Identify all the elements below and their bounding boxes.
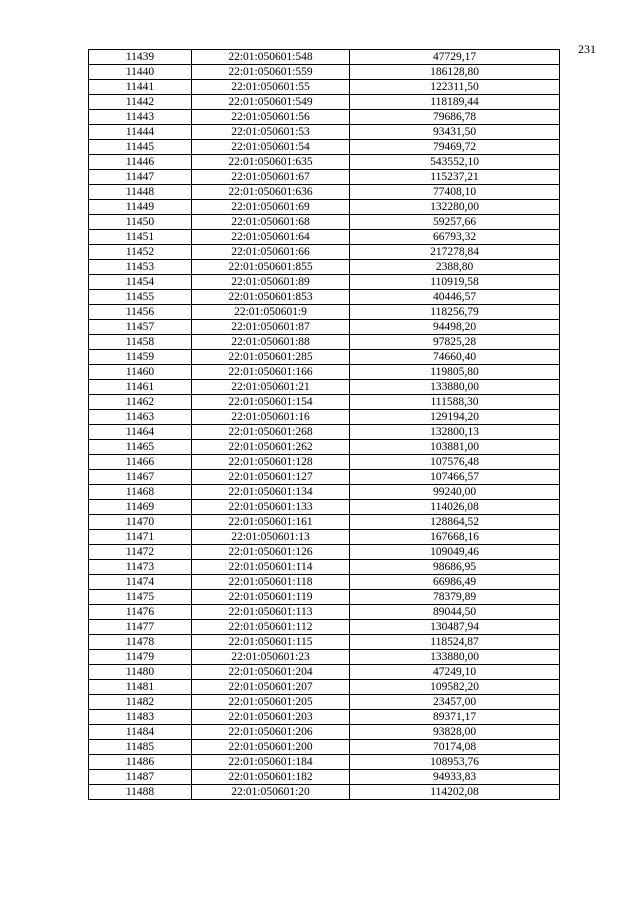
cadastral-number-cell: 22:01:050601:200	[192, 740, 350, 755]
table-row	[89, 590, 560, 605]
cadastral-number-cell: 22:01:050601:154	[192, 395, 350, 410]
cadastral-value-cell: 89044,50	[350, 605, 560, 620]
cadastral-value-cell: 110919,58	[350, 275, 560, 290]
cadastral-number-cell: 22:01:050601:68	[192, 215, 350, 230]
cadastral-value-cell: 186128,80	[350, 65, 560, 80]
cadastral-value-cell: 79469,72	[350, 140, 560, 155]
cadastral-number-cell: 22:01:050601:549	[192, 95, 350, 110]
table-row	[89, 785, 560, 800]
cadastral-number-cell: 22:01:050601:559	[192, 65, 350, 80]
table-row	[89, 710, 560, 725]
row-number-cell: 11469	[89, 500, 192, 515]
cadastral-value-cell: 130487,94	[350, 620, 560, 635]
table-row	[89, 695, 560, 710]
cadastral-value-cell: 99240,00	[350, 485, 560, 500]
cadastral-value-cell: 118524,87	[350, 635, 560, 650]
cadastral-number-cell: 22:01:050601:635	[192, 155, 350, 170]
cadastral-value-cell: 122311,50	[350, 80, 560, 95]
table-row	[89, 740, 560, 755]
cadastral-value-table	[88, 49, 560, 800]
cadastral-value-cell: 129194,20	[350, 410, 560, 425]
table-row	[89, 170, 560, 185]
cadastral-number-cell: 22:01:050601:127	[192, 470, 350, 485]
row-number-cell: 11475	[89, 590, 192, 605]
cadastral-value-cell: 217278,84	[350, 245, 560, 260]
table-row	[89, 650, 560, 665]
cadastral-value-cell: 167668,16	[350, 530, 560, 545]
cadastral-number-cell: 22:01:050601:21	[192, 380, 350, 395]
row-number-cell: 11470	[89, 515, 192, 530]
cadastral-value-cell: 94498,20	[350, 320, 560, 335]
cadastral-number-cell: 22:01:050601:548	[192, 50, 350, 65]
table-row	[89, 185, 560, 200]
cadastral-number-cell: 22:01:050601:134	[192, 485, 350, 500]
cadastral-number-cell: 22:01:050601:113	[192, 605, 350, 620]
cadastral-number-cell: 22:01:050601:114	[192, 560, 350, 575]
cadastral-number-cell: 22:01:050601:207	[192, 680, 350, 695]
table-row	[89, 620, 560, 635]
cadastral-value-cell: 93828,00	[350, 725, 560, 740]
cadastral-number-cell: 22:01:050601:133	[192, 500, 350, 515]
cadastral-value-cell: 118256,79	[350, 305, 560, 320]
row-number-cell: 11446	[89, 155, 192, 170]
table-row	[89, 545, 560, 560]
cadastral-value-cell: 114026,08	[350, 500, 560, 515]
table-row	[89, 290, 560, 305]
row-number-cell: 11459	[89, 350, 192, 365]
cadastral-value-cell: 77408,10	[350, 185, 560, 200]
table-row	[89, 470, 560, 485]
row-number-cell: 11474	[89, 575, 192, 590]
table-row	[89, 245, 560, 260]
row-number-cell: 11487	[89, 770, 192, 785]
row-number-cell: 11464	[89, 425, 192, 440]
row-number-cell: 11486	[89, 755, 192, 770]
row-number-cell: 11442	[89, 95, 192, 110]
table-row	[89, 320, 560, 335]
cadastral-number-cell: 22:01:050601:87	[192, 320, 350, 335]
table-row	[89, 230, 560, 245]
row-number-cell: 11481	[89, 680, 192, 695]
table-row	[89, 680, 560, 695]
cadastral-number-cell: 22:01:050601:204	[192, 665, 350, 680]
cadastral-value-cell: 94933,83	[350, 770, 560, 785]
row-number-cell: 11479	[89, 650, 192, 665]
cadastral-value-cell: 23457,00	[350, 695, 560, 710]
cadastral-value-cell: 79686,78	[350, 110, 560, 125]
cadastral-value-cell: 109582,20	[350, 680, 560, 695]
table-row	[89, 665, 560, 680]
cadastral-number-cell: 22:01:050601:206	[192, 725, 350, 740]
cadastral-value-cell: 107576,48	[350, 455, 560, 470]
table-row	[89, 560, 560, 575]
row-number-cell: 11458	[89, 335, 192, 350]
cadastral-value-cell: 128864,52	[350, 515, 560, 530]
row-number-cell: 11467	[89, 470, 192, 485]
row-number-cell: 11454	[89, 275, 192, 290]
row-number-cell: 11447	[89, 170, 192, 185]
row-number-cell: 11457	[89, 320, 192, 335]
table-row	[89, 275, 560, 290]
cadastral-number-cell: 22:01:050601:184	[192, 755, 350, 770]
table-row	[89, 410, 560, 425]
cadastral-value-cell: 93431,50	[350, 125, 560, 140]
cadastral-number-cell: 22:01:050601:205	[192, 695, 350, 710]
table-row	[89, 425, 560, 440]
cadastral-value-cell: 103881,00	[350, 440, 560, 455]
row-number-cell: 11455	[89, 290, 192, 305]
cadastral-value-cell: 78379,89	[350, 590, 560, 605]
table-row	[89, 95, 560, 110]
page-number: 231	[578, 42, 596, 56]
cadastral-value-cell: 40446,57	[350, 290, 560, 305]
table-row	[89, 335, 560, 350]
table-row	[89, 80, 560, 95]
cadastral-value-cell: 97825,28	[350, 335, 560, 350]
table-row	[89, 440, 560, 455]
cadastral-value-cell: 98686,95	[350, 560, 560, 575]
cadastral-number-cell: 22:01:050601:126	[192, 545, 350, 560]
row-number-cell: 11440	[89, 65, 192, 80]
cadastral-value-cell: 109049,46	[350, 545, 560, 560]
cadastral-value-cell: 47249,10	[350, 665, 560, 680]
cadastral-value-cell: 74660,40	[350, 350, 560, 365]
table-row	[89, 575, 560, 590]
table-body	[89, 50, 560, 800]
cadastral-number-cell: 22:01:050601:67	[192, 170, 350, 185]
row-number-cell: 11453	[89, 260, 192, 275]
row-number-cell: 11451	[89, 230, 192, 245]
row-number-cell: 11462	[89, 395, 192, 410]
table-row	[89, 305, 560, 320]
cadastral-number-cell: 22:01:050601:53	[192, 125, 350, 140]
cadastral-value-cell: 543552,10	[350, 155, 560, 170]
table-row	[89, 50, 560, 65]
cadastral-value-cell: 133880,00	[350, 650, 560, 665]
cadastral-value-cell: 66986,49	[350, 575, 560, 590]
cadastral-value-cell: 133880,00	[350, 380, 560, 395]
row-number-cell: 11452	[89, 245, 192, 260]
table-row	[89, 515, 560, 530]
cadastral-number-cell: 22:01:050601:161	[192, 515, 350, 530]
table-row	[89, 485, 560, 500]
cadastral-number-cell: 22:01:050601:182	[192, 770, 350, 785]
row-number-cell: 11485	[89, 740, 192, 755]
table-row	[89, 725, 560, 740]
cadastral-number-cell: 22:01:050601:23	[192, 650, 350, 665]
table-row	[89, 125, 560, 140]
cadastral-number-cell: 22:01:050601:262	[192, 440, 350, 455]
cadastral-value-cell: 132800,13	[350, 425, 560, 440]
table-row	[89, 110, 560, 125]
row-number-cell: 11473	[89, 560, 192, 575]
cadastral-number-cell: 22:01:050601:119	[192, 590, 350, 605]
table-row	[89, 380, 560, 395]
cadastral-number-cell: 22:01:050601:112	[192, 620, 350, 635]
table-row	[89, 605, 560, 620]
row-number-cell: 11463	[89, 410, 192, 425]
table-row	[89, 155, 560, 170]
cadastral-number-cell: 22:01:050601:55	[192, 80, 350, 95]
cadastral-number-cell: 22:01:050601:855	[192, 260, 350, 275]
cadastral-value-cell: 114202,08	[350, 785, 560, 800]
row-number-cell: 11448	[89, 185, 192, 200]
cadastral-value-cell: 70174,08	[350, 740, 560, 755]
table-row	[89, 215, 560, 230]
row-number-cell: 11468	[89, 485, 192, 500]
row-number-cell: 11471	[89, 530, 192, 545]
cadastral-number-cell: 22:01:050601:13	[192, 530, 350, 545]
row-number-cell: 11450	[89, 215, 192, 230]
cadastral-number-cell: 22:01:050601:115	[192, 635, 350, 650]
cadastral-value-cell: 132280,00	[350, 200, 560, 215]
cadastral-value-cell: 66793,32	[350, 230, 560, 245]
cadastral-number-cell: 22:01:050601:118	[192, 575, 350, 590]
row-number-cell: 11441	[89, 80, 192, 95]
cadastral-value-cell: 2388,80	[350, 260, 560, 275]
table-row	[89, 770, 560, 785]
cadastral-value-cell: 107466,57	[350, 470, 560, 485]
table-row	[89, 395, 560, 410]
row-number-cell: 11445	[89, 140, 192, 155]
cadastral-number-cell: 22:01:050601:285	[192, 350, 350, 365]
row-number-cell: 11472	[89, 545, 192, 560]
row-number-cell: 11484	[89, 725, 192, 740]
row-number-cell: 11456	[89, 305, 192, 320]
table-row	[89, 140, 560, 155]
table-row	[89, 365, 560, 380]
table-row	[89, 755, 560, 770]
cadastral-value-cell: 119805,80	[350, 365, 560, 380]
cadastral-number-cell: 22:01:050601:54	[192, 140, 350, 155]
row-number-cell: 11460	[89, 365, 192, 380]
cadastral-number-cell: 22:01:050601:66	[192, 245, 350, 260]
table-row	[89, 260, 560, 275]
table-row	[89, 635, 560, 650]
cadastral-value-cell: 118189,44	[350, 95, 560, 110]
cadastral-value-cell: 59257,66	[350, 215, 560, 230]
cadastral-number-cell: 22:01:050601:203	[192, 710, 350, 725]
row-number-cell: 11480	[89, 665, 192, 680]
table-row	[89, 455, 560, 470]
row-number-cell: 11478	[89, 635, 192, 650]
table-row	[89, 500, 560, 515]
cadastral-number-cell: 22:01:050601:636	[192, 185, 350, 200]
row-number-cell: 11477	[89, 620, 192, 635]
cadastral-number-cell: 22:01:050601:20	[192, 785, 350, 800]
cadastral-number-cell: 22:01:050601:16	[192, 410, 350, 425]
cadastral-value-cell: 89371,17	[350, 710, 560, 725]
cadastral-value-cell: 47729,17	[350, 50, 560, 65]
cadastral-number-cell: 22:01:050601:56	[192, 110, 350, 125]
cadastral-value-cell: 108953,76	[350, 755, 560, 770]
cadastral-number-cell: 22:01:050601:88	[192, 335, 350, 350]
row-number-cell: 11461	[89, 380, 192, 395]
cadastral-number-cell: 22:01:050601:89	[192, 275, 350, 290]
cadastral-value-cell: 115237,21	[350, 170, 560, 185]
cadastral-number-cell: 22:01:050601:166	[192, 365, 350, 380]
cadastral-number-cell: 22:01:050601:128	[192, 455, 350, 470]
row-number-cell: 11449	[89, 200, 192, 215]
row-number-cell: 11465	[89, 440, 192, 455]
cadastral-number-cell: 22:01:050601:853	[192, 290, 350, 305]
row-number-cell: 11488	[89, 785, 192, 800]
row-number-cell: 11443	[89, 110, 192, 125]
row-number-cell: 11466	[89, 455, 192, 470]
cadastral-number-cell: 22:01:050601:64	[192, 230, 350, 245]
row-number-cell: 11482	[89, 695, 192, 710]
row-number-cell: 11444	[89, 125, 192, 140]
table-row	[89, 200, 560, 215]
cadastral-number-cell: 22:01:050601:69	[192, 200, 350, 215]
cadastral-number-cell: 22:01:050601:9	[192, 305, 350, 320]
table-row	[89, 530, 560, 545]
row-number-cell: 11439	[89, 50, 192, 65]
table-row	[89, 65, 560, 80]
cadastral-value-cell: 111588,30	[350, 395, 560, 410]
row-number-cell: 11483	[89, 710, 192, 725]
table-row	[89, 350, 560, 365]
cadastral-number-cell: 22:01:050601:268	[192, 425, 350, 440]
row-number-cell: 11476	[89, 605, 192, 620]
